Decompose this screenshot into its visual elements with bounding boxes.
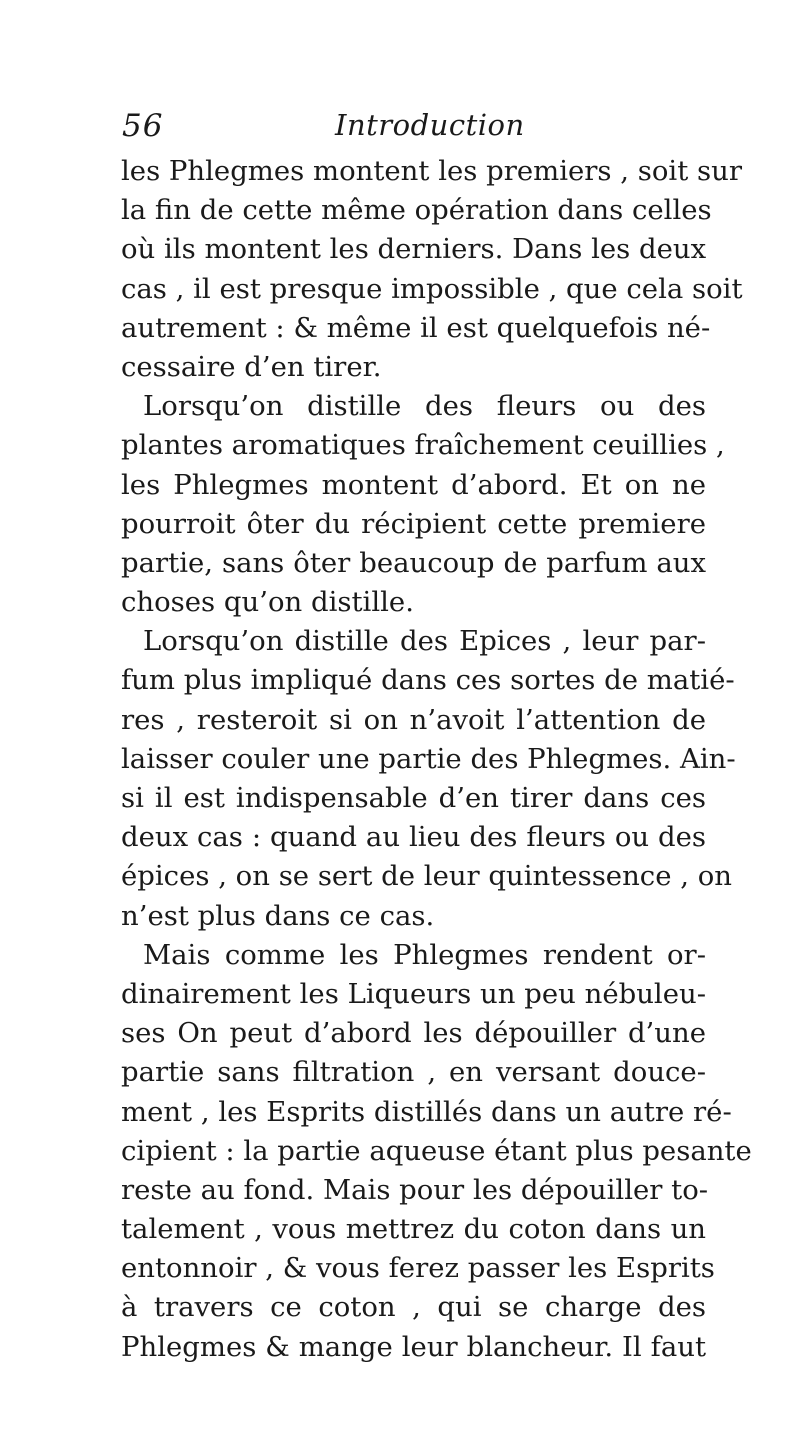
text-line: Lorsqu’on distille des Epices , leur par-: [143, 625, 706, 658]
text-line: si il est indispensable d’en tirer dans ces: [121, 782, 706, 814]
text-line: n’est plus dans ce cas.: [121, 899, 435, 932]
text-line: les Phlegmes montent d’abord. Et on ne: [121, 468, 706, 501]
text-line: reste au fond. Mais pour les dépouiller to-: [121, 1173, 709, 1206]
text-line: les Phlegmes montent les premiers , soit sur: [121, 155, 742, 187]
text-line: cas , il est presque impossible , que cela soit: [121, 272, 743, 305]
text-line: res , resteroit si on n’avoit l’attention de: [121, 703, 706, 736]
text-line: cipient : la partie aqueuse étant plus pesante: [121, 1134, 752, 1167]
text-line: la fin de cette même opération dans celles: [121, 194, 712, 227]
text-line: pourroit ôter du récipient cette premiere: [121, 507, 706, 540]
text-line: choses qu’on distille.: [121, 586, 414, 619]
text-line: où ils montent les derniers. Dans les deux: [121, 233, 707, 266]
text-line: entonnoir , & vous ferez passer les Esprits: [121, 1252, 715, 1285]
text-line: dinairement les Liqueurs un peu nébuleu-: [121, 977, 706, 1010]
text-line: fum plus impliqué dans ces sortes de matié-: [121, 664, 735, 697]
text-line: ment , les Esprits distillés dans un autre ré-: [121, 1095, 732, 1128]
text-line: laisser couler une partie des Phlegmes. Ain-: [121, 742, 736, 775]
text-line: plantes aromatiques fraîchement ceuillies ,: [121, 429, 725, 462]
text-line: partie, sans ôter beaucoup de parfum aux: [121, 546, 706, 579]
section-title: Introduction: [335, 108, 525, 142]
text-line: Phlegmes & mange leur blancheur. Il faut: [121, 1330, 706, 1363]
body-text: [121, 152, 752, 1367]
text-line: partie sans filtration , en versant douce-: [121, 1056, 706, 1089]
running-head: [122, 108, 702, 148]
page-number: 56: [122, 108, 164, 144]
text-line: autrement : & même il est quelquefois né-: [121, 311, 711, 344]
text-line: talement , vous mettrez du coton dans un: [121, 1213, 706, 1246]
text-line: deux cas : quand au lieu des fleurs ou des: [121, 821, 706, 854]
text-line: épices , on se sert de leur quintessence , on: [121, 860, 732, 893]
text-line: Lorsqu’on distille des fleurs ou des: [143, 390, 706, 423]
text-line: Mais comme les Phlegmes rendent or-: [143, 938, 706, 971]
text-line: à travers ce coton , qui se charge des: [121, 1291, 706, 1324]
text-line: ses On peut d’abord les dépouiller d’une: [121, 1017, 706, 1050]
text-line: cessaire d’en tirer.: [121, 350, 382, 383]
